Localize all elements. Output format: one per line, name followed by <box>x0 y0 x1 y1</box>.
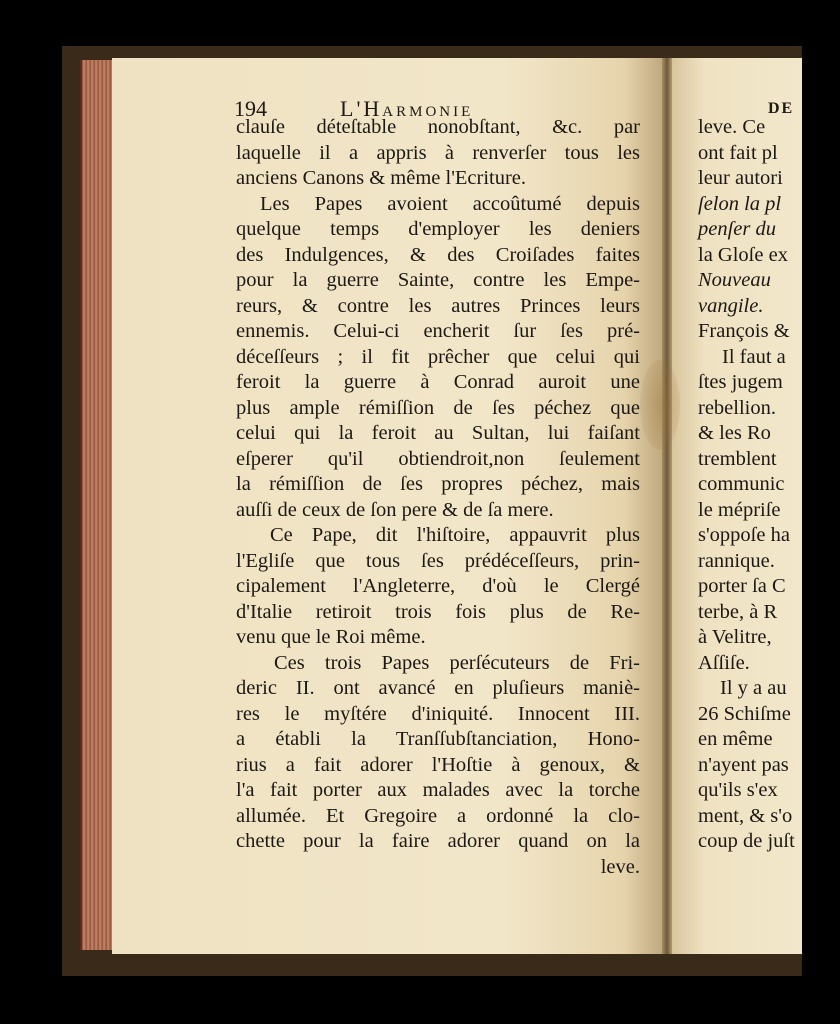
text-line: Ce Pape, dit l'hiſtoire, appauvrit plus <box>270 524 640 546</box>
text-line: leve. Ce <box>698 116 766 138</box>
text-line: ſtes jugem <box>698 371 783 393</box>
text-line: François & <box>698 320 790 342</box>
text-line: qu'ils s'ex <box>698 779 778 801</box>
text-line: l'Egliſe que tous ſes prédéceſſeurs, prin- <box>236 549 640 572</box>
text-line: clauſe déteſtable nonobſtant, &c. par <box>236 116 640 138</box>
text-line: Il faut a <box>722 345 786 368</box>
text-line: feroit la guerre à Conrad auroit une <box>236 371 640 393</box>
text-line: en même <box>698 728 773 750</box>
text-line: l'a fait porter aux malades avec la torche <box>236 779 640 801</box>
page-number: 194 <box>234 96 267 121</box>
running-head: L'Harmonie <box>340 96 474 121</box>
text-line: rius a fait adorer l'Hoſtie à genoux, & <box>236 753 640 776</box>
text-line: laquelle il a appris à renverſer tous les <box>236 141 640 164</box>
text-line: anciens Canons & même l'Ecriture. <box>236 167 527 189</box>
text-line: rannique. <box>698 549 775 572</box>
text-line: deric II. ont avancé en pluſieurs maniè- <box>236 677 640 699</box>
text-line: a établi la Tranſſubſtanciation, Hono- <box>236 728 640 750</box>
text-line: auſſi de ceux de ſon pere & de ſa mere. <box>236 498 554 521</box>
text-line: la rémiſſion de ſes propres péchez, mais <box>236 473 640 495</box>
text-line: eſperer qu'il obtiendroit,non ſeulement <box>236 447 640 470</box>
text-line: reurs, & contre les autres Princes leurs <box>236 294 640 317</box>
right-running-head: DE <box>768 100 795 117</box>
text-line: penſer du <box>698 218 776 240</box>
text-line: terbe, à R <box>698 600 778 623</box>
text-line: plus ample rémiſſion de ſes péchez que <box>236 396 640 419</box>
text-line: rebellion. <box>698 396 776 419</box>
right-page-text <box>698 115 802 855</box>
text-line: chette pour la faire adorer quand on la <box>236 830 640 852</box>
text-line: venu que le Roi même. <box>236 626 426 648</box>
text-line: ont fait pl <box>698 141 778 164</box>
text-line: ſelon la pl <box>698 192 782 215</box>
catchword: leve. <box>600 855 640 878</box>
text-line: tremblent <box>698 447 777 470</box>
text-line: pour la guerre Sainte, contre les Empe- <box>236 269 640 291</box>
text-line: & les Ro <box>698 422 771 444</box>
text-line: allumée. Et Gregoire a ordonné la clo- <box>236 804 640 827</box>
text-line: porter ſa C <box>698 575 786 597</box>
text-line: Ces trois Papes perſécuteurs de Fri- <box>274 651 640 674</box>
book-gutter <box>662 58 672 954</box>
text-line: des Indulgences, & des Croiſades faites <box>236 243 640 266</box>
text-line: Aſſiſe. <box>698 651 750 674</box>
text-line: n'ayent pas <box>698 753 789 776</box>
text-line: coup de juſt <box>698 830 795 852</box>
text-line: Il y a au <box>720 677 787 699</box>
text-line: Les Papes avoient accoûtumé depuis <box>260 192 640 215</box>
text-line: à Velitre, <box>698 626 772 648</box>
text-line: res le myſtére d'iniquité. Innocent III. <box>236 702 640 725</box>
text-line: ment, & s'o <box>698 804 793 827</box>
text-line: s'oppoſe ha <box>698 524 790 546</box>
text-line: 26 Schiſme <box>698 702 791 725</box>
text-line: le mépriſe <box>698 498 781 521</box>
left-page-text <box>236 115 640 880</box>
text-line: communic <box>698 473 785 495</box>
text-line: ennemis. Celui-ci encherit ſur ſes pré- <box>236 320 640 342</box>
page-edges <box>80 60 116 950</box>
text-line: vangile. <box>698 294 764 317</box>
right-page-clip <box>672 58 802 954</box>
text-line: quelque temps d'employer les deniers <box>236 218 640 240</box>
text-line: la Gloſe ex <box>698 243 788 266</box>
text-line: celui qui la feroit au Sultan, lui faiſant <box>236 422 640 444</box>
text-line: cipalement l'Angleterre, d'où le Clergé <box>236 575 640 597</box>
text-line: d'Italie retiroit trois fois plus de Re- <box>236 600 640 623</box>
text-line: déceſſeurs ; il fit prêcher que celui qui <box>236 345 640 368</box>
text-line: leur autori <box>698 167 783 189</box>
text-line: Nouveau <box>698 269 771 291</box>
